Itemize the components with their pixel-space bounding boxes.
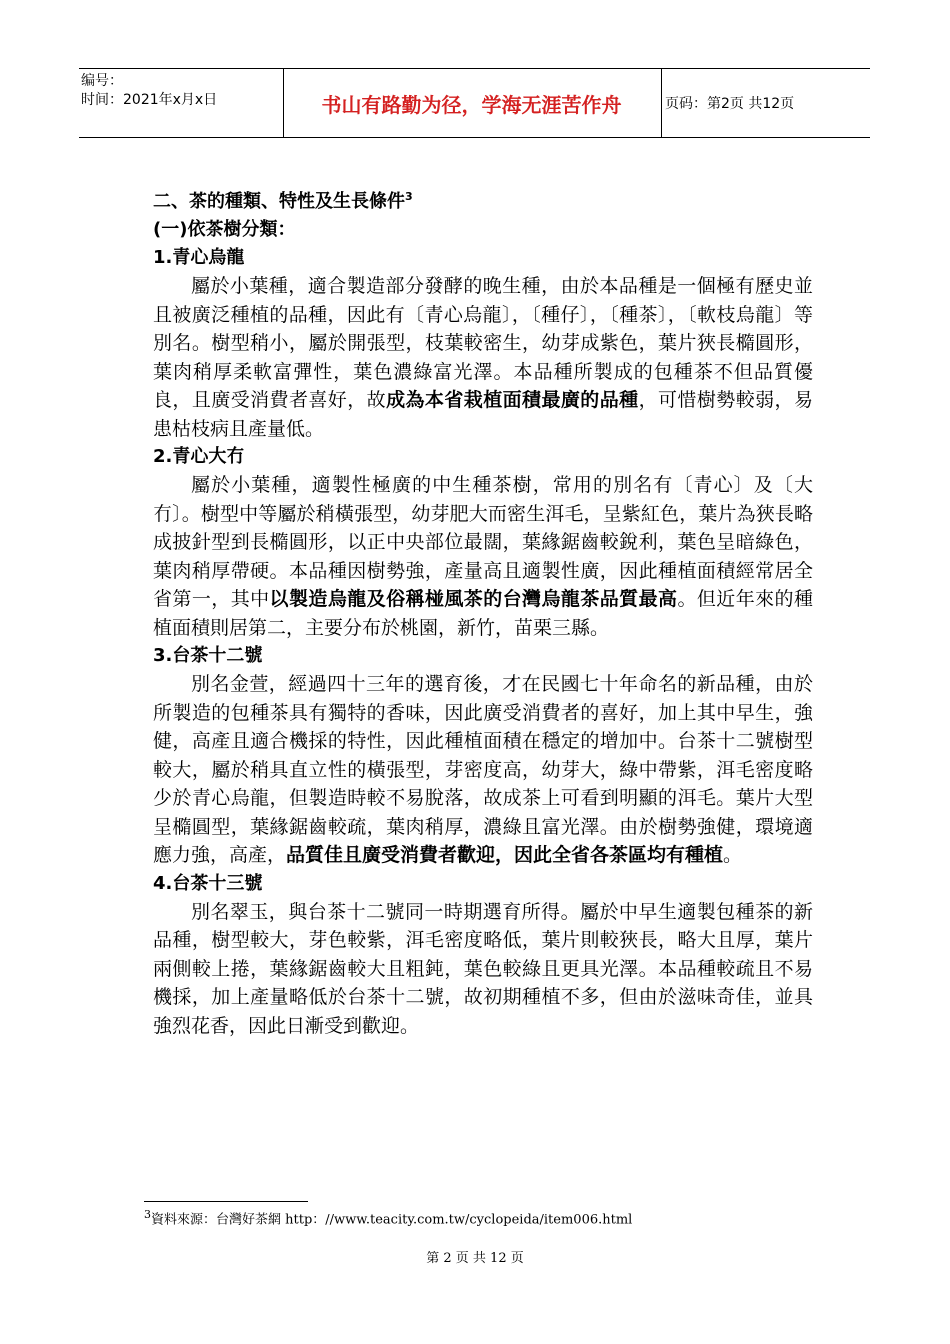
footnote-separator — [144, 1201, 308, 1202]
document-body — [153, 183, 813, 1040]
highlight-text: 成為本省栽植面積最廣的品種 — [386, 389, 639, 411]
paragraph-text: 別名翠玉，與台茶十二號同一時期選育所得。屬於中早生適製包種茶的新品種，樹型較大，芽色較紫，洱毛密度略低，葉片則較狹長，略大且厚，葉片兩側較上捲，葉緣鋸齒較大且粗鈍，葉色較綠且更具光澤。本品種較疏且不易機採，加上產量略低於台茶十二號，故初期種植不多，但由於滋味奇佳，並具強烈花香，因此日漸受到歡迎。 — [153, 900, 813, 1037]
paragraph-text: 。但近年來的種植面積則居第二，主要分布於桃園，新竹，苗栗三縣。 — [153, 588, 813, 639]
item-paragraph — [153, 670, 813, 870]
highlight-text: 品質佳且廣受消費者歡迎，因此全省各茶區均有種植 — [286, 844, 724, 866]
item-title: 3.台茶十二號 — [153, 645, 263, 666]
paragraph-text: 屬於小葉種，適合製造部分發酵的晚生種，由於本品種是一個極有歷史並且被廣泛種植的品種，因此有〔青心烏龍〕，〔種仔〕，〔種茶〕，〔軟枝烏龍〕等別名。樹型稍小，屬於開張型，枝葉較密生，幼芽成紫色，葉片狹長橢圓形，葉肉稍厚柔軟富彈性，葉色濃綠富光澤。本品種所製成的包種茶不但品質優良，且廣受消費者喜好，故 — [153, 275, 813, 411]
item-title: 1.青心烏龍 — [153, 247, 245, 268]
footnote-ref: 3 — [405, 190, 413, 203]
document-number-label: 编号： — [81, 73, 123, 89]
item-paragraph — [153, 898, 813, 1041]
footnote-text: 資料來源：台灣好茶網 http：//www.teacity.com.tw/cyclopeida/item006.html — [151, 1212, 633, 1228]
paragraph-text: 屬於小葉種，適製性極廣的中生種茶樹，常用的別名有〔青心〕及〔大冇〕。樹型中等屬於稍橫張型，幼芽肥大而密生洱毛，呈紫紅色，葉片為狹長略成披針型到長橢圓形，以正中央部位最闊，葉緣鋸齒較銳利，葉色呈暗綠色，葉肉稍厚帶硬。本品種因樹勢強，產量高且適製性廣，因此種植面積經常居全省第一，其中 — [153, 474, 813, 610]
header-page-info: 页码：第2页 共12页 — [665, 96, 795, 112]
paragraph-text: 。 — [723, 844, 743, 866]
page-header — [79, 68, 870, 138]
paragraph-text: 別名金萱，經過四十三年的選育後，才在民國七十年命名的新品種，由於所製造的包種茶具有獨特的香味，因此廣受消費者的喜好，加上其中早生，強健，高產且適合機採的特性，因此種植面積在穩定的增加中。台茶十二號樹型較大，屬於稍具直立性的橫張型，芽密度高，幼芽大，綠中帶紫，洱毛密度略少於青心烏龍，但製造時較不易脫落，故成茶上可看到明顯的洱毛。葉片大型呈橢圓型，葉緣鋸齒較疏，葉肉稍厚，濃綠且富光澤。由於樹勢強健，環境適應力強，高產， — [153, 673, 813, 866]
paragraph-text: ，可惜樹勢較弱，易患枯枝病且產量低。 — [153, 389, 813, 440]
item-paragraph — [153, 272, 813, 443]
footnote-mark: 3 — [144, 1208, 151, 1221]
document-time: 时间：2021年x月x日 — [81, 92, 218, 108]
item-paragraph — [153, 471, 813, 642]
item-title: 2.青心大冇 — [153, 446, 245, 467]
page-number: 第 2 页 共 12 页 — [426, 1251, 524, 1266]
header-motto: 书山有路勤为径，学海无涯苦作舟 — [282, 69, 662, 137]
item-title: 4.台茶十三號 — [153, 872, 263, 894]
subsection-title: (一)依茶樹分類： — [153, 219, 296, 240]
footnote — [144, 1208, 632, 1227]
section-title-text: 二、茶的種類、特性及生長條件 — [153, 191, 405, 212]
header-meta — [79, 69, 284, 137]
section-title — [153, 183, 813, 216]
highlight-text: 以製造烏龍及俗稱椪風茶的台灣烏龍茶品質最高 — [269, 588, 678, 610]
